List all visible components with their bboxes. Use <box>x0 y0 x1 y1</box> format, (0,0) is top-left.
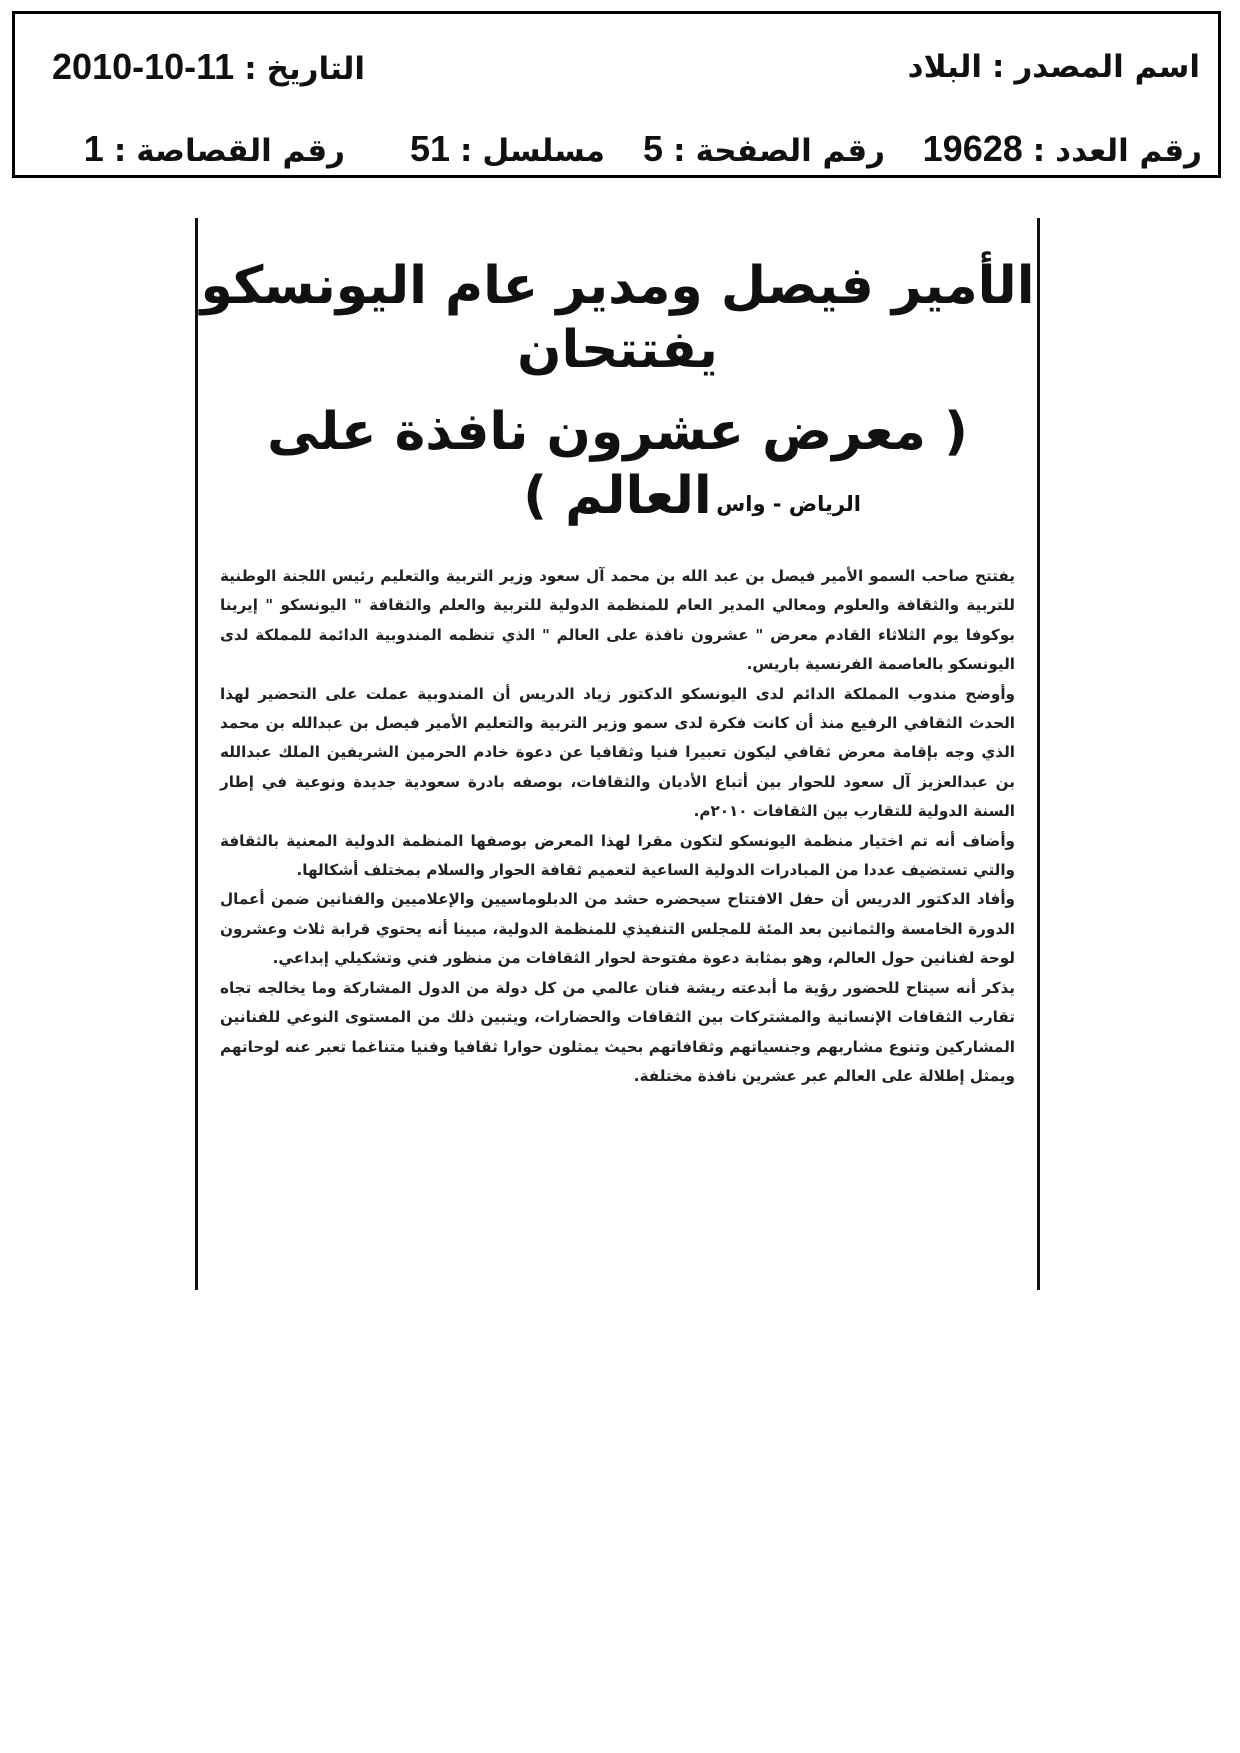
dateline: الرياض - واس <box>716 492 861 516</box>
paragraph: وأوضح مندوب المملكة الدائم لدى اليونسكو الدكتور زياد الدريس أن المندوبية عملت على التحضير لهذا الحدث الثقافي الرفيع منذ أن كانت فكرة لدى سمو وزير التربية والتعليم الأمير فيصل بن عبدالله بن محمد الذي وجه بإقامة معرض ثقافي ليكون تعبيرا فنيا وثقافيا عن دعوة خادم الحرمين الشريفين الملك عبدالله بن عبدالعزيز آل سعود للحوار بين أتباع الأديان والثقافات، بوصفه بادرة سعودية جديدة ونوعية في إطار السنة الدولية للتقارب بين الثقافات ٢٠١٠م. <box>220 684 1015 821</box>
serial-field <box>410 124 605 176</box>
issue-value: 19628 <box>922 128 1023 169</box>
separator: : <box>673 133 686 169</box>
source-value: البلاد <box>907 49 983 85</box>
separator: : <box>244 51 257 87</box>
separator: : <box>459 133 473 169</box>
clipping-metadata-box <box>12 11 1221 178</box>
issue-label: رقم العدد <box>1055 133 1202 169</box>
paragraph: وأضاف أنه تم اختيار منظمة اليونسكو لتكون مقرا لهذا المعرض بوصفها المنظمة الدولية المعنية بالثقافة والتي تستضيف عددا من المبادرات الدولية الساعية لتعميم ثقافة الحوار والسلام بمختلف أشكالها. <box>220 831 1015 880</box>
article-body <box>220 562 1015 1091</box>
date-label: التاريخ <box>266 51 365 87</box>
paragraph: يذكر أنه سيتاح للحضور رؤية ما أبدعته ريشة فنان عالمي من كل دولة من الدول المشاركة وما يخالجه تجاه تقارب الثقافات الإنسانية والمشتركات بين الثقافات والحضارات، ويتبين ذلك من المستوى النوعي للفنانين المشاركين وتنوع مشاربهم وجنسياتهم وثقافاتهم بحيث يمثلون حوارا ثقافيا وفنيا متناغما تعبر عنه لوحاتهم ويمثل إطلالة على العالم عبر عشرين نافذة مختلفة. <box>220 978 1015 1085</box>
page-label: رقم الصفحة <box>695 133 885 169</box>
paragraph: يفتتح صاحب السمو الأمير فيصل بن عبد الله بن محمد آل سعود وزير التربية والتعليم رئيس اللجنة الوطنية للتربية والثقافة والعلوم ومعالي المدير العام للمنظمة الدولية للتربية والعلم والثقافة " اليونسكو " إيرينا بوكوفا يوم الثلاثاء القادم معرض " عشرون نافذة على العالم " الذي تنظمه المندوبية الدائمة للمملكة لدى اليونسكو بالعاصمة الفرنسية باريس. <box>220 567 1015 674</box>
metadata-row-2 <box>15 124 1218 174</box>
clipping-number-field <box>84 124 345 176</box>
newspaper-clipping <box>195 218 1040 1290</box>
headline-line-1: الأمير فيصل ومدير عام اليونسكو يفتتحان <box>200 256 1035 380</box>
date-field <box>52 42 365 94</box>
separator: : <box>1032 133 1046 169</box>
serial-value: 51 <box>409 128 450 169</box>
paragraph: وأفاد الدكتور الدريس أن حفل الافتتاح سيحضره حشد من الدبلوماسيين والإعلاميين والفنانين ضمن أعمال الدورة الخامسة والثمانين بعد المئة للمجلس التنفيذي للمنظمة الدولية، مبينا أنه يحتوي قرابة ثلاث وعشرون لوحة لفنانين حول العالم، وهو بمثابة دعوة مفتوحة لحوار الثقافات من منظور فني وتشكيلي إبداعي. <box>220 890 1015 968</box>
serial-label: مسلسل <box>482 133 605 169</box>
clipping-number-value: 1 <box>83 128 104 169</box>
issue-field <box>923 124 1202 176</box>
metadata-row-1 <box>15 42 1218 92</box>
page-value: 5 <box>643 128 664 169</box>
source-field <box>908 42 1200 92</box>
clipping-number-label: رقم القصاصة <box>136 133 345 169</box>
source-label: اسم المصدر <box>1014 49 1200 85</box>
page-field <box>643 124 885 176</box>
date-value: 2010-10-11 <box>52 46 235 87</box>
separator: : <box>992 49 1005 85</box>
separator: : <box>113 133 127 169</box>
headline-line-2: ( معرض عشرون نافذة على العالم ) <box>267 402 968 526</box>
